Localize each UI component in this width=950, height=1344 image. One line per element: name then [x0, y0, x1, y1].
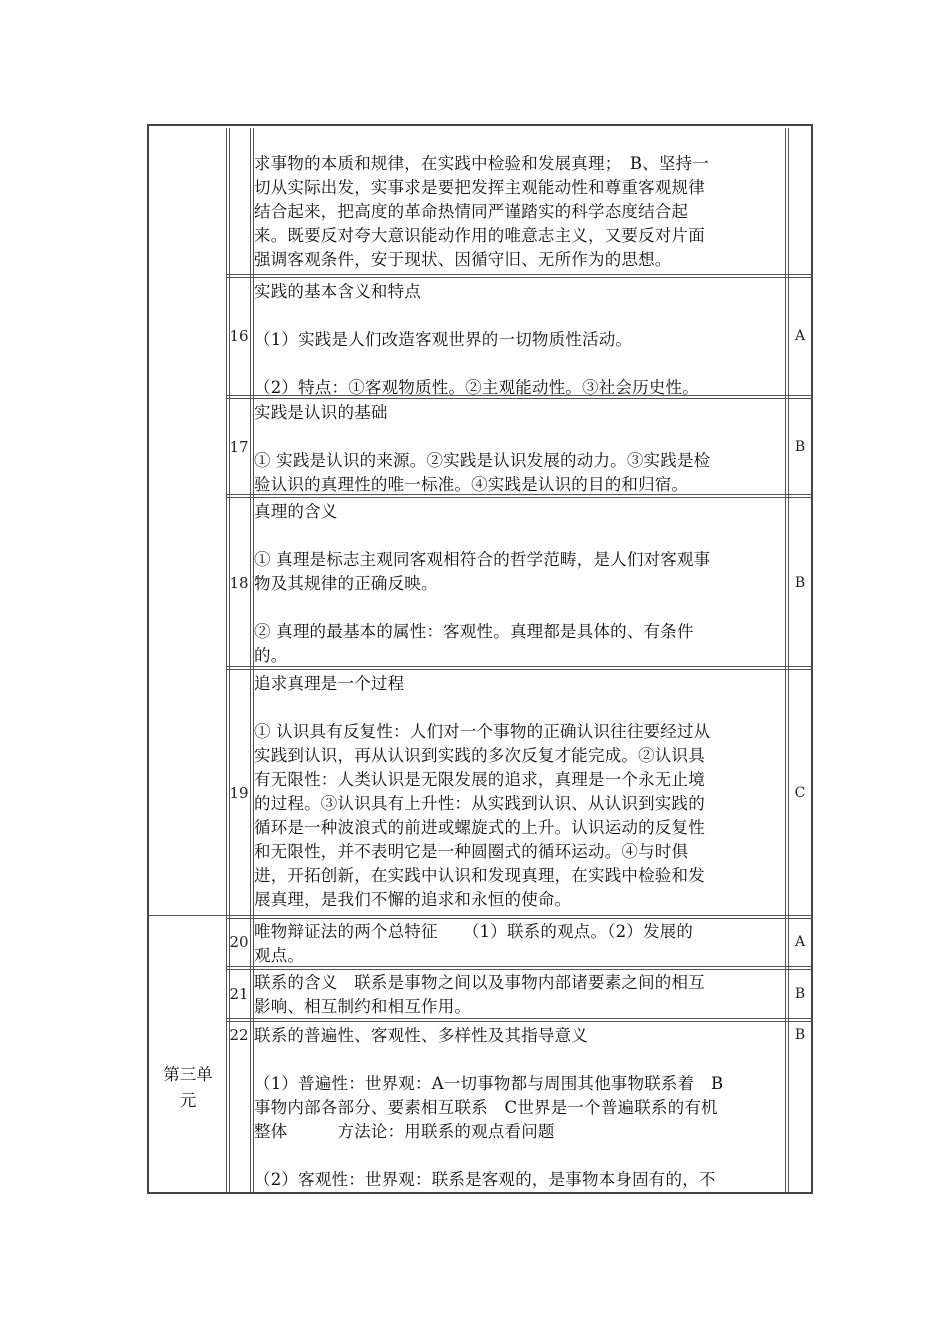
row-divider	[226, 969, 811, 970]
text-line: 来。既要反对夸大意识能动作用的唯意志主义，又要反对片面	[254, 226, 705, 245]
item-paragraph: （1）实践是人们改造客观世界的一切物质性活动。	[254, 330, 633, 349]
text-line: 切从实际出发，实事求是要把发挥主观能动性和尊重客观规律	[254, 178, 705, 197]
text-line: 联系的含义 联系是事物之间以及事物内部诸要素之间的相互	[254, 973, 705, 992]
item-paragraph: 的。	[254, 646, 288, 665]
text-line: ① 认识具有反复性：人们对一个事物的正确认识往往要经过从	[254, 722, 711, 741]
item-paragraph: ② 真理的最基本的属性：客观性。真理都是具体的、有条件	[254, 622, 694, 641]
text-line: 实践到认识，再从认识到实践的多次反复才能完成。②认识具	[254, 746, 705, 765]
level-badge: B	[794, 575, 806, 591]
text-line: 有无限性：人类认识是无限发展的追求，真理是一个永无止境	[254, 770, 705, 789]
row-divider	[226, 277, 811, 278]
item-number: 16	[229, 327, 249, 345]
row-divider	[226, 274, 811, 275]
item-number: 17	[229, 438, 249, 456]
item-content	[254, 500, 786, 668]
item-paragraph: （2）客观性：世界观：联系是客观的，是事物本身固有的，不	[254, 1170, 716, 1189]
item-paragraph: ① 真理是标志主观同客观相符合的哲学范畴，是人们对客观事	[254, 550, 711, 569]
item-title: 实践的基本含义和特点	[254, 282, 421, 301]
level-badge: B	[794, 1027, 806, 1043]
item-paragraph: 整体 方法论：用联系的观点看问题	[254, 1122, 555, 1141]
item-content	[254, 672, 786, 912]
level-badge: B	[794, 439, 806, 455]
text-line: 进，开拓创新，在实践中认识和发现真理，在实践中检验和发	[254, 866, 705, 885]
item-paragraph: （2）特点：①客观物质性。②主观能动性。③社会历史性。	[254, 378, 699, 397]
text-line: 求事物的本质和规律，在实践中检验和发展真理； B、坚持一	[254, 154, 709, 173]
text-line: 循环是一种波浪式的前进或螺旋式的上升。认识运动的反复性	[254, 818, 705, 837]
item-paragraph: （1）普遍性：世界观：A一切事物都与周围其他事物联系着 B	[254, 1074, 724, 1093]
section-divider	[149, 915, 811, 916]
text-line: 强调客观条件，安于现状、因循守旧、无所作为的思想。	[254, 250, 672, 269]
item-content	[254, 971, 786, 1019]
level-badge: A	[794, 328, 806, 344]
text-line: 结合起来，把高度的革命热情同严谨踏实的科学态度结合起	[254, 202, 689, 221]
item-title: 真理的含义	[254, 502, 338, 521]
row-divider	[226, 497, 811, 498]
item-number: 22	[229, 1026, 249, 1044]
item-number: 19	[229, 784, 249, 802]
text-line: 的过程。③认识具有上升性：从实践到认识、从认识到实践的	[254, 794, 705, 813]
text-line: 和无限性，并不表明它是一种圆圈式的循环运动。④与时俱	[254, 842, 689, 861]
text-line: 展真理，是我们不懈的追求和永恒的使命。	[254, 890, 572, 909]
item-number: 21	[229, 985, 249, 1003]
row-divider	[226, 669, 811, 670]
item-title: 联系的普遍性、客观性、多样性及其指导意义	[254, 1026, 588, 1045]
row-divider	[226, 1021, 811, 1022]
item-number: 18	[229, 574, 249, 592]
unit-label-line: 第三单	[163, 1065, 213, 1084]
unit-label-line: 元	[179, 1091, 197, 1110]
item-content	[254, 280, 786, 400]
text-line: 观点。	[254, 946, 305, 965]
text-line: 唯物辩证法的两个总特征 （1）联系的观点。（2）发展的	[254, 922, 694, 941]
item-paragraph: 事物内部各部分、要素相互联系 C世界是一个普遍联系的有机	[254, 1098, 718, 1117]
item-title: 追求真理是一个过程	[254, 674, 405, 693]
level-badge: A	[794, 934, 806, 950]
item-title: 实践是认识的基础	[254, 403, 388, 422]
level-badge: B	[794, 986, 806, 1002]
item-content	[254, 401, 786, 497]
grid-line	[226, 128, 227, 1192]
grid-line	[250, 128, 251, 1192]
item-number: 20	[229, 933, 249, 951]
row-divider	[226, 918, 811, 919]
item-content	[254, 1024, 786, 1192]
text-line: 影响、相互制约和相互作用。	[254, 997, 472, 1016]
item-paragraph: 物及其规律的正确反映。	[254, 574, 438, 593]
item-content	[254, 920, 786, 968]
unit-label	[150, 1062, 226, 1114]
item-paragraph: ① 实践是认识的来源。②实践是认识发展的动力。③实践是检	[254, 451, 711, 470]
level-badge: C	[794, 785, 806, 801]
row-continuation-text	[254, 152, 786, 272]
item-paragraph: 验认识的真理性的唯一标准。④实践是认识的目的和归宿。	[254, 475, 689, 494]
